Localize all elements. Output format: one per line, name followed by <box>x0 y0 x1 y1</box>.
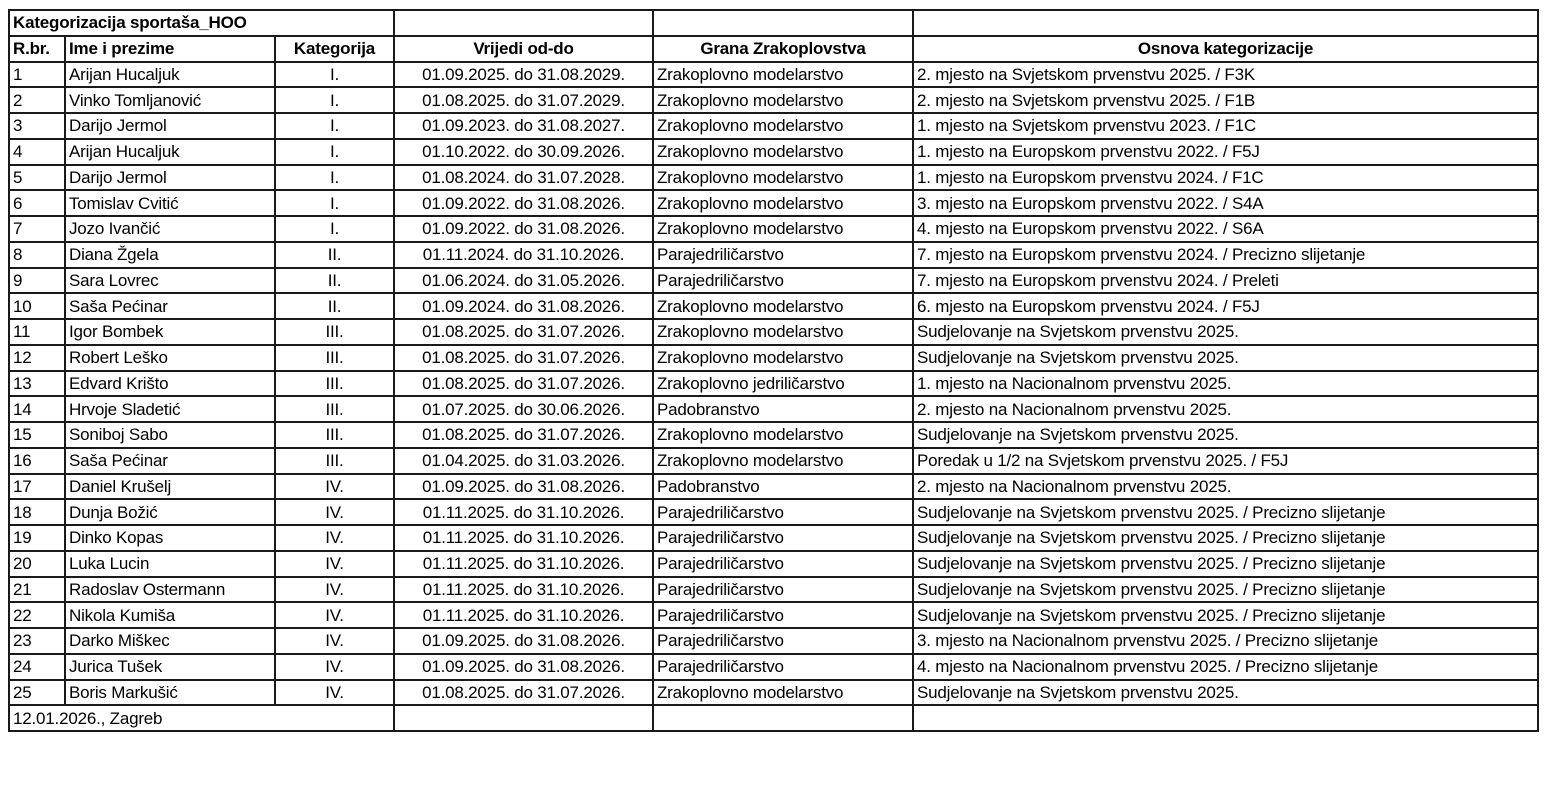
cell-category[interactable]: I. <box>275 113 394 139</box>
title-row <box>9 10 1538 36</box>
cell-rbr[interactable]: 20 <box>9 551 65 577</box>
cell-branch[interactable]: Padobranstvo <box>653 396 913 422</box>
cell-name[interactable]: Igor Bombek <box>65 319 275 345</box>
footer-date-place[interactable]: 12.01.2026., Zagreb <box>9 705 394 731</box>
cell-category[interactable]: IV. <box>275 654 394 680</box>
cell-valid[interactable]: 01.09.2025. do 31.08.2026. <box>394 474 653 500</box>
empty-cell[interactable] <box>653 10 913 36</box>
cell-rbr[interactable]: 15 <box>9 422 65 448</box>
cell-branch[interactable]: Parajedriličarstvo <box>653 628 913 654</box>
cell-category[interactable]: III. <box>275 371 394 397</box>
cell-basis[interactable]: Sudjelovanje na Svjetskom prvenstvu 2025. / Precizno slijetanje <box>913 499 1538 525</box>
header-category[interactable]: Kategorija <box>275 36 394 62</box>
cell-name[interactable]: Soniboj Sabo <box>65 422 275 448</box>
cell-basis[interactable]: 4. mjesto na Europskom prvenstvu 2022. / S6A <box>913 216 1538 242</box>
cell-valid[interactable]: 01.10.2022. do 30.09.2026. <box>394 139 653 165</box>
cell-valid[interactable]: 01.09.2024. do 31.08.2026. <box>394 293 653 319</box>
cell-rbr[interactable]: 12 <box>9 345 65 371</box>
cell-category[interactable]: III. <box>275 345 394 371</box>
cell-branch[interactable]: Zrakoplovno modelarstvo <box>653 448 913 474</box>
table-row <box>9 602 1538 628</box>
empty-cell[interactable] <box>913 705 1538 731</box>
cell-name[interactable]: Dinko Kopas <box>65 525 275 551</box>
cell-branch[interactable]: Parajedriličarstvo <box>653 499 913 525</box>
cell-branch[interactable]: Parajedriličarstvo <box>653 525 913 551</box>
cell-rbr[interactable]: 3 <box>9 113 65 139</box>
cell-valid[interactable]: 01.11.2025. do 31.10.2026. <box>394 577 653 603</box>
cell-category[interactable]: IV. <box>275 628 394 654</box>
cell-basis[interactable]: 2. mjesto na Nacionalnom prvenstvu 2025. <box>913 396 1538 422</box>
cell-rbr[interactable]: 14 <box>9 396 65 422</box>
cell-branch[interactable]: Zrakoplovno modelarstvo <box>653 165 913 191</box>
cell-basis[interactable]: 7. mjesto na Europskom prvenstvu 2024. / Preleti <box>913 268 1538 294</box>
cell-name[interactable]: Vinko Tomljanović <box>65 87 275 113</box>
cell-basis[interactable]: 3. mjesto na Europskom prvenstvu 2022. / S4A <box>913 190 1538 216</box>
cell-category[interactable]: I. <box>275 165 394 191</box>
header-branch[interactable]: Grana Zrakoplovstva <box>653 36 913 62</box>
cell-basis[interactable]: 1. mjesto na Svjetskom prvenstvu 2023. / F1C <box>913 113 1538 139</box>
cell-branch[interactable]: Zrakoplovno modelarstvo <box>653 190 913 216</box>
table-row <box>9 113 1538 139</box>
cell-branch[interactable]: Parajedriličarstvo <box>653 551 913 577</box>
table-row <box>9 551 1538 577</box>
cell-rbr[interactable]: 25 <box>9 680 65 706</box>
cell-branch[interactable]: Zrakoplovno modelarstvo <box>653 293 913 319</box>
cell-valid[interactable]: 01.04.2025. do 31.03.2026. <box>394 448 653 474</box>
cell-name[interactable]: Sara Lovrec <box>65 268 275 294</box>
empty-cell[interactable] <box>394 705 653 731</box>
table-row <box>9 216 1538 242</box>
cell-category[interactable]: IV. <box>275 525 394 551</box>
cell-category[interactable]: I. <box>275 139 394 165</box>
cell-valid[interactable]: 01.08.2024. do 31.07.2028. <box>394 165 653 191</box>
cell-valid[interactable]: 01.09.2022. do 31.08.2026. <box>394 216 653 242</box>
cell-valid[interactable]: 01.08.2025. do 31.07.2026. <box>394 371 653 397</box>
cell-basis[interactable]: Sudjelovanje na Svjetskom prvenstvu 2025. <box>913 345 1538 371</box>
cell-rbr[interactable]: 5 <box>9 165 65 191</box>
sheet-title[interactable]: Kategorizacija sportaša_HOO <box>9 10 394 36</box>
cell-basis[interactable]: 1. mjesto na Europskom prvenstvu 2024. / F1C <box>913 165 1538 191</box>
table-row <box>9 628 1538 654</box>
cell-category[interactable]: II. <box>275 242 394 268</box>
cell-branch[interactable]: Zrakoplovno modelarstvo <box>653 216 913 242</box>
cell-valid[interactable]: 01.08.2025. do 31.07.2026. <box>394 680 653 706</box>
cell-valid[interactable]: 01.11.2024. do 31.10.2026. <box>394 242 653 268</box>
cell-category[interactable]: IV. <box>275 551 394 577</box>
cell-basis[interactable]: Sudjelovanje na Svjetskom prvenstvu 2025. / Precizno slijetanje <box>913 551 1538 577</box>
cell-rbr[interactable]: 9 <box>9 268 65 294</box>
cell-category[interactable]: IV. <box>275 474 394 500</box>
header-valid[interactable]: Vrijedi od-do <box>394 36 653 62</box>
cell-valid[interactable]: 01.07.2025. do 30.06.2026. <box>394 396 653 422</box>
cell-category[interactable]: II. <box>275 268 394 294</box>
cell-name[interactable]: Darijo Jermol <box>65 165 275 191</box>
cell-rbr[interactable]: 24 <box>9 654 65 680</box>
cell-basis[interactable]: 2. mjesto na Svjetskom prvenstvu 2025. / F3K <box>913 62 1538 88</box>
cell-branch[interactable]: Zrakoplovno modelarstvo <box>653 87 913 113</box>
cell-name[interactable]: Arijan Hucaljuk <box>65 62 275 88</box>
cell-valid[interactable]: 01.11.2025. do 31.10.2026. <box>394 525 653 551</box>
cell-rbr[interactable]: 19 <box>9 525 65 551</box>
cell-branch[interactable]: Parajedriličarstvo <box>653 242 913 268</box>
empty-cell[interactable] <box>653 705 913 731</box>
cell-rbr[interactable]: 18 <box>9 499 65 525</box>
cell-branch[interactable]: Padobranstvo <box>653 474 913 500</box>
footer-row <box>9 705 1538 731</box>
cell-name[interactable]: Edvard Krišto <box>65 371 275 397</box>
cell-rbr[interactable]: 13 <box>9 371 65 397</box>
cell-name[interactable]: Nikola Kumiša <box>65 602 275 628</box>
cell-rbr[interactable]: 10 <box>9 293 65 319</box>
cell-branch[interactable]: Parajedriličarstvo <box>653 602 913 628</box>
cell-rbr[interactable]: 11 <box>9 319 65 345</box>
cell-branch[interactable]: Zrakoplovno jedriličarstvo <box>653 371 913 397</box>
cell-rbr[interactable]: 6 <box>9 190 65 216</box>
table-row <box>9 319 1538 345</box>
cell-basis[interactable]: 2. mjesto na Nacionalnom prvenstvu 2025. <box>913 474 1538 500</box>
cell-rbr[interactable]: 22 <box>9 602 65 628</box>
cell-basis[interactable]: 3. mjesto na Nacionalnom prvenstvu 2025. / Precizno slijetanje <box>913 628 1538 654</box>
cell-basis[interactable]: Poredak u 1/2 na Svjetskom prvenstvu 2025. / F5J <box>913 448 1538 474</box>
header-name[interactable]: Ime i prezime <box>65 36 275 62</box>
categorization-table <box>8 9 1539 732</box>
cell-valid[interactable]: 01.09.2023. do 31.08.2027. <box>394 113 653 139</box>
cell-basis[interactable]: 1. mjesto na Nacionalnom prvenstvu 2025. <box>913 371 1538 397</box>
cell-valid[interactable]: 01.09.2022. do 31.08.2026. <box>394 190 653 216</box>
cell-valid[interactable]: 01.06.2024. do 31.05.2026. <box>394 268 653 294</box>
cell-valid[interactable]: 01.09.2025. do 31.08.2026. <box>394 654 653 680</box>
cell-category[interactable]: I. <box>275 62 394 88</box>
cell-valid[interactable]: 01.11.2025. do 31.10.2026. <box>394 499 653 525</box>
cell-category[interactable]: III. <box>275 396 394 422</box>
cell-branch[interactable]: Zrakoplovno modelarstvo <box>653 345 913 371</box>
cell-name[interactable]: Saša Pećinar <box>65 448 275 474</box>
cell-name[interactable]: Tomislav Cvitić <box>65 190 275 216</box>
cell-valid[interactable]: 01.09.2025. do 31.08.2029. <box>394 62 653 88</box>
cell-branch[interactable]: Zrakoplovno modelarstvo <box>653 422 913 448</box>
table-row <box>9 242 1538 268</box>
cell-basis[interactable]: 2. mjesto na Svjetskom prvenstvu 2025. / F1B <box>913 87 1538 113</box>
cell-branch[interactable]: Zrakoplovno modelarstvo <box>653 113 913 139</box>
cell-branch[interactable]: Zrakoplovno modelarstvo <box>653 62 913 88</box>
cell-rbr[interactable]: 7 <box>9 216 65 242</box>
table-row <box>9 165 1538 191</box>
empty-cell[interactable] <box>394 10 653 36</box>
cell-basis[interactable]: Sudjelovanje na Svjetskom prvenstvu 2025. <box>913 422 1538 448</box>
table-row <box>9 139 1538 165</box>
cell-rbr[interactable]: 23 <box>9 628 65 654</box>
cell-name[interactable]: Jurica Tušek <box>65 654 275 680</box>
cell-basis[interactable]: Sudjelovanje na Svjetskom prvenstvu 2025. / Precizno slijetanje <box>913 525 1538 551</box>
cell-basis[interactable]: 7. mjesto na Europskom prvenstvu 2024. / Precizno slijetanje <box>913 242 1538 268</box>
cell-name[interactable]: Dunja Božić <box>65 499 275 525</box>
cell-branch[interactable]: Parajedriličarstvo <box>653 577 913 603</box>
table-row <box>9 371 1538 397</box>
table-row <box>9 268 1538 294</box>
table-row <box>9 448 1538 474</box>
cell-rbr[interactable]: 2 <box>9 87 65 113</box>
cell-name[interactable]: Saša Pećinar <box>65 293 275 319</box>
cell-name[interactable]: Darko Miškec <box>65 628 275 654</box>
cell-name[interactable]: Jozo Ivančić <box>65 216 275 242</box>
cell-category[interactable]: I. <box>275 216 394 242</box>
cell-name[interactable]: Arijan Hucaljuk <box>65 139 275 165</box>
cell-name[interactable]: Radoslav Ostermann <box>65 577 275 603</box>
cell-category[interactable]: IV. <box>275 499 394 525</box>
cell-basis[interactable]: Sudjelovanje na Svjetskom prvenstvu 2025. <box>913 680 1538 706</box>
cell-valid[interactable]: 01.09.2025. do 31.08.2026. <box>394 628 653 654</box>
cell-category[interactable]: III. <box>275 422 394 448</box>
cell-valid[interactable]: 01.08.2025. do 31.07.2029. <box>394 87 653 113</box>
cell-basis[interactable]: Sudjelovanje na Svjetskom prvenstvu 2025. <box>913 319 1538 345</box>
header-basis[interactable]: Osnova kategorizacije <box>913 36 1538 62</box>
cell-name[interactable]: Diana Žgela <box>65 242 275 268</box>
cell-category[interactable]: IV. <box>275 602 394 628</box>
table-row <box>9 422 1538 448</box>
cell-rbr[interactable]: 1 <box>9 62 65 88</box>
cell-branch[interactable]: Zrakoplovno modelarstvo <box>653 319 913 345</box>
cell-basis[interactable]: 6. mjesto na Europskom prvenstvu 2024. / F5J <box>913 293 1538 319</box>
cell-category[interactable]: III. <box>275 319 394 345</box>
cell-basis[interactable]: Sudjelovanje na Svjetskom prvenstvu 2025. / Precizno slijetanje <box>913 577 1538 603</box>
table-row <box>9 577 1538 603</box>
empty-cell[interactable] <box>913 10 1538 36</box>
header-row <box>9 36 1538 62</box>
header-rbr[interactable]: R.br. <box>9 36 65 62</box>
cell-valid[interactable]: 01.11.2025. do 31.10.2026. <box>394 551 653 577</box>
cell-branch[interactable]: Zrakoplovno modelarstvo <box>653 139 913 165</box>
cell-valid[interactable]: 01.11.2025. do 31.10.2026. <box>394 602 653 628</box>
table-row <box>9 62 1538 88</box>
table-row <box>9 345 1538 371</box>
table-row <box>9 396 1538 422</box>
cell-rbr[interactable]: 17 <box>9 474 65 500</box>
cell-name[interactable]: Boris Markušić <box>65 680 275 706</box>
cell-valid[interactable]: 01.08.2025. do 31.07.2026. <box>394 319 653 345</box>
cell-rbr[interactable]: 4 <box>9 139 65 165</box>
cell-basis[interactable]: 1. mjesto na Europskom prvenstvu 2022. / F5J <box>913 139 1538 165</box>
cell-category[interactable]: II. <box>275 293 394 319</box>
table-row <box>9 680 1538 706</box>
cell-name[interactable]: Hrvoje Sladetić <box>65 396 275 422</box>
cell-basis[interactable]: Sudjelovanje na Svjetskom prvenstvu 2025. / Precizno slijetanje <box>913 602 1538 628</box>
table-row <box>9 293 1538 319</box>
cell-name[interactable]: Daniel Krušelj <box>65 474 275 500</box>
cell-rbr[interactable]: 16 <box>9 448 65 474</box>
cell-category[interactable]: III. <box>275 448 394 474</box>
cell-category[interactable]: IV. <box>275 680 394 706</box>
table-row <box>9 190 1538 216</box>
cell-category[interactable]: I. <box>275 87 394 113</box>
table-row <box>9 474 1538 500</box>
cell-category[interactable]: IV. <box>275 577 394 603</box>
table-row <box>9 87 1538 113</box>
cell-rbr[interactable]: 21 <box>9 577 65 603</box>
cell-basis[interactable]: 4. mjesto na Nacionalnom prvenstvu 2025. / Precizno slijetanje <box>913 654 1538 680</box>
cell-branch[interactable]: Parajedriličarstvo <box>653 654 913 680</box>
cell-valid[interactable]: 01.08.2025. do 31.07.2026. <box>394 422 653 448</box>
cell-valid[interactable]: 01.08.2025. do 31.07.2026. <box>394 345 653 371</box>
cell-branch[interactable]: Zrakoplovno modelarstvo <box>653 680 913 706</box>
table-row <box>9 654 1538 680</box>
cell-category[interactable]: I. <box>275 190 394 216</box>
cell-rbr[interactable]: 8 <box>9 242 65 268</box>
cell-name[interactable]: Robert Leško <box>65 345 275 371</box>
table-row <box>9 525 1538 551</box>
cell-name[interactable]: Luka Lucin <box>65 551 275 577</box>
table-row <box>9 499 1538 525</box>
cell-branch[interactable]: Parajedriličarstvo <box>653 268 913 294</box>
cell-name[interactable]: Darijo Jermol <box>65 113 275 139</box>
